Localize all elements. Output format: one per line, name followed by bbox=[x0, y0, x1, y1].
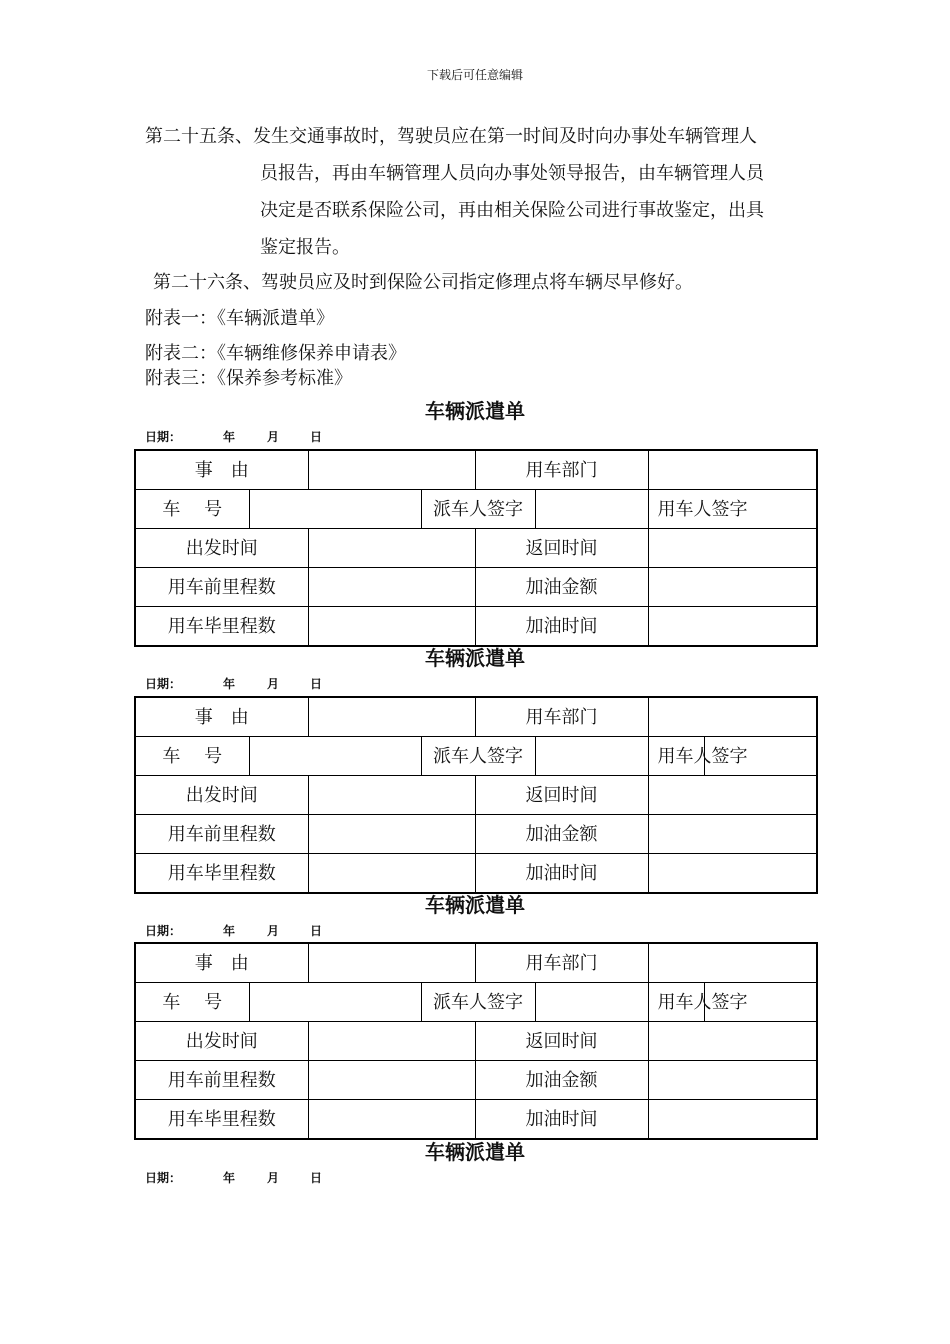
table-row bbox=[135, 697, 817, 737]
mileage-after-label: 用车毕里程数 bbox=[135, 854, 308, 894]
year-label: 年 bbox=[223, 924, 236, 938]
fuel-amount-label: 加油金额 bbox=[475, 1061, 648, 1100]
reason-field[interactable] bbox=[308, 943, 475, 983]
dispatch-table bbox=[134, 449, 818, 647]
month-label: 月 bbox=[267, 924, 280, 938]
plate-label: 车 号 bbox=[135, 983, 249, 1022]
reason-label: 事 由 bbox=[135, 697, 308, 737]
form-title: 车辆派遣单 bbox=[425, 893, 525, 917]
article-25-first-line: 第二十五条、发生交通事故时，驾驶员应在第一时间及时向办事处车辆管理人 bbox=[145, 126, 757, 147]
mileage-before-label: 用车前里程数 bbox=[135, 1061, 308, 1100]
day-label: 日 bbox=[310, 1171, 323, 1185]
mileage-before-label: 用车前里程数 bbox=[135, 815, 308, 854]
dept-field[interactable] bbox=[648, 697, 817, 737]
article-25-line-3: 决定是否联系保险公司，再由相关保险公司进行事故鉴定，出具 bbox=[260, 200, 764, 221]
return-time-label: 返回时间 bbox=[475, 1022, 648, 1061]
table-row bbox=[135, 983, 817, 1022]
form-title: 车辆派遣单 bbox=[425, 399, 525, 423]
plate-label: 车 号 bbox=[135, 490, 249, 529]
day-label: 日 bbox=[310, 677, 323, 691]
fuel-time-label: 加油时间 bbox=[475, 1100, 648, 1140]
depart-time-label: 出发时间 bbox=[135, 776, 308, 815]
mileage-after-field[interactable] bbox=[308, 1100, 475, 1140]
dispatcher-sign-field[interactable] bbox=[535, 737, 648, 776]
year-label: 年 bbox=[223, 430, 236, 444]
date-label: 日期： bbox=[145, 1171, 182, 1185]
fuel-amount-field[interactable] bbox=[648, 568, 817, 607]
fuel-amount-field[interactable] bbox=[648, 1061, 817, 1100]
date-label: 日期： bbox=[145, 677, 182, 691]
fuel-time-field[interactable] bbox=[648, 854, 817, 894]
dept-field[interactable] bbox=[648, 450, 817, 490]
dept-label: 用车部门 bbox=[475, 697, 648, 737]
return-time-field[interactable] bbox=[648, 1022, 817, 1061]
attachment-2: 附表二：《车辆维修保养申请表》 bbox=[145, 343, 406, 364]
plate-field[interactable] bbox=[249, 983, 421, 1022]
page-header: 下载后可任意编辑 bbox=[426, 68, 523, 82]
fuel-amount-field[interactable] bbox=[648, 815, 817, 854]
dispatch-table bbox=[134, 696, 818, 894]
table-row bbox=[135, 568, 817, 607]
form-title: 车辆派遣单 bbox=[425, 1140, 525, 1164]
dept-field[interactable] bbox=[648, 943, 817, 983]
fuel-time-label: 加油时间 bbox=[475, 854, 648, 894]
reason-label: 事 由 bbox=[135, 943, 308, 983]
day-label: 日 bbox=[310, 924, 323, 938]
plate-field[interactable] bbox=[249, 737, 421, 776]
table-row bbox=[135, 815, 817, 854]
month-label: 月 bbox=[267, 1171, 280, 1185]
mileage-before-label: 用车前里程数 bbox=[135, 568, 308, 607]
reason-field[interactable] bbox=[308, 450, 475, 490]
form-title: 车辆派遣单 bbox=[425, 646, 525, 670]
table-row bbox=[135, 529, 817, 568]
article-25-line-2: 员报告，再由车辆管理人员向办事处领导报告，由车辆管理人员 bbox=[260, 163, 764, 184]
attachment-1: 附表一：《车辆派遣单》 bbox=[145, 308, 334, 329]
month-label: 月 bbox=[267, 677, 280, 691]
article-26: 第二十六条、驾驶员应及时到保险公司指定修理点将车辆尽早修好。 bbox=[153, 272, 693, 293]
return-time-label: 返回时间 bbox=[475, 776, 648, 815]
table-row bbox=[135, 450, 817, 490]
year-label: 年 bbox=[223, 677, 236, 691]
date-label: 日期： bbox=[145, 430, 182, 444]
table-row bbox=[135, 854, 817, 894]
plate-field[interactable] bbox=[249, 490, 421, 529]
mileage-before-field[interactable] bbox=[308, 815, 475, 854]
date-label: 日期： bbox=[145, 924, 182, 938]
depart-time-field[interactable] bbox=[308, 776, 475, 815]
table-row bbox=[135, 776, 817, 815]
plate-label: 车 号 bbox=[135, 737, 249, 776]
mileage-after-field[interactable] bbox=[308, 607, 475, 647]
fuel-amount-label: 加油金额 bbox=[475, 815, 648, 854]
depart-time-label: 出发时间 bbox=[135, 1022, 308, 1061]
mileage-before-field[interactable] bbox=[308, 1061, 475, 1100]
dispatcher-sign-label: 派车人签字 bbox=[421, 490, 535, 529]
table-row bbox=[135, 607, 817, 647]
mileage-after-label: 用车毕里程数 bbox=[135, 1100, 308, 1140]
user-sign-label: 用车人签字 bbox=[648, 737, 704, 776]
return-time-field[interactable] bbox=[648, 776, 817, 815]
month-label: 月 bbox=[267, 430, 280, 444]
dept-label: 用车部门 bbox=[475, 450, 648, 490]
attachment-3: 附表三：《保养参考标准》 bbox=[145, 368, 352, 389]
dispatcher-sign-field[interactable] bbox=[535, 490, 648, 529]
table-row bbox=[135, 1061, 817, 1100]
depart-time-field[interactable] bbox=[308, 1022, 475, 1061]
mileage-before-field[interactable] bbox=[308, 568, 475, 607]
article-25-line-4: 鉴定报告。 bbox=[260, 237, 350, 258]
year-label: 年 bbox=[223, 1171, 236, 1185]
return-time-label: 返回时间 bbox=[475, 529, 648, 568]
table-row bbox=[135, 1022, 817, 1061]
dispatch-table bbox=[134, 942, 818, 1140]
dispatcher-sign-field[interactable] bbox=[535, 983, 648, 1022]
fuel-time-field[interactable] bbox=[648, 607, 817, 647]
reason-label: 事 由 bbox=[135, 450, 308, 490]
table-row bbox=[135, 943, 817, 983]
return-time-field[interactable] bbox=[648, 529, 817, 568]
table-row bbox=[135, 1100, 817, 1140]
table-row bbox=[135, 737, 817, 776]
table-row bbox=[135, 490, 817, 529]
fuel-time-field[interactable] bbox=[648, 1100, 817, 1140]
fuel-amount-label: 加油金额 bbox=[475, 568, 648, 607]
user-sign-label: 用车人签字 bbox=[648, 490, 817, 529]
depart-time-field[interactable] bbox=[308, 529, 475, 568]
day-label: 日 bbox=[310, 430, 323, 444]
reason-field[interactable] bbox=[308, 697, 475, 737]
depart-time-label: 出发时间 bbox=[135, 529, 308, 568]
dispatcher-sign-label: 派车人签字 bbox=[421, 737, 535, 776]
mileage-after-field[interactable] bbox=[308, 854, 475, 894]
mileage-after-label: 用车毕里程数 bbox=[135, 607, 308, 647]
fuel-time-label: 加油时间 bbox=[475, 607, 648, 647]
user-sign-label: 用车人签字 bbox=[648, 983, 704, 1022]
dept-label: 用车部门 bbox=[475, 943, 648, 983]
dispatcher-sign-label: 派车人签字 bbox=[421, 983, 535, 1022]
